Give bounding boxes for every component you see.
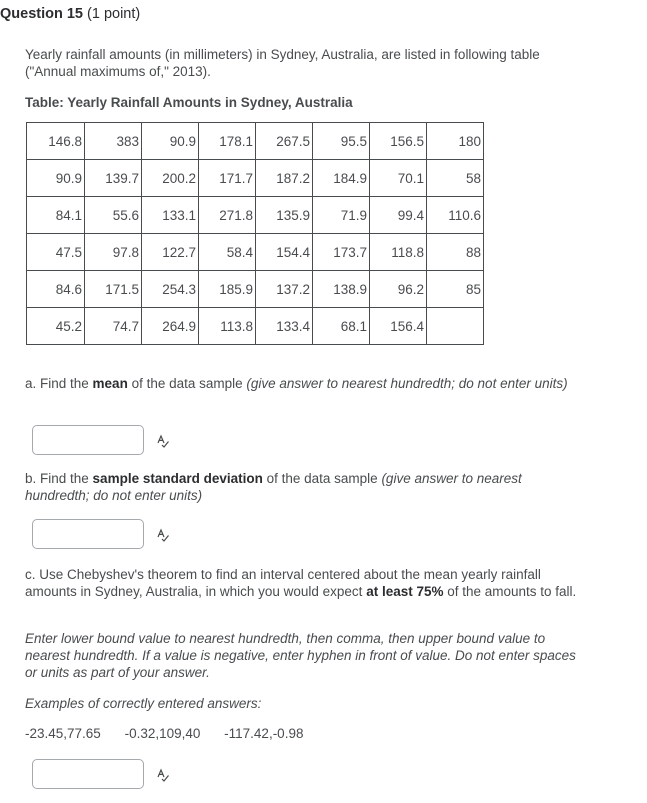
table-cell: 139.7 [85,160,142,197]
table-cell: 113.8 [199,308,256,345]
table-cell: 135.9 [256,197,313,234]
spellcheck-icon[interactable] [156,768,170,782]
table-cell: 156.4 [370,308,427,345]
table-row [27,271,484,308]
table-cell: 97.8 [85,234,142,271]
table-cell: 68.1 [313,308,370,345]
example-answer: -117.42,-0.98 [224,726,304,741]
table-cell: 264.9 [142,308,199,345]
table-cell: 184.9 [313,160,370,197]
table-cell: 88 [427,234,484,271]
examples-list [25,726,323,741]
table-cell: 156.5 [370,123,427,160]
table-cell: 173.7 [313,234,370,271]
table-row [27,197,484,234]
table-cell: 271.8 [199,197,256,234]
table-cell [427,308,484,345]
table-cell: 383 [85,123,142,160]
part-a-answer-input[interactable] [32,425,144,455]
table-cell: 122.7 [142,234,199,271]
table-cell: 133.1 [142,197,199,234]
question-intro: Yearly rainfall amounts (in millimeters) in Sydney, Australia, are listed in following table ("Annual maximums of," 2013). [25,47,540,79]
table-row [27,308,484,345]
part-a-prompt: a. Find the mean of the data sample (give answer to nearest hundredth; do not enter units) [25,376,568,391]
table-cell: 138.9 [313,271,370,308]
table-row [27,123,484,160]
table-cell: 84.1 [27,197,85,234]
table-cell: 45.2 [27,308,85,345]
table-cell: 84.6 [27,271,85,308]
table-cell: 71.9 [313,197,370,234]
table-cell: 187.2 [256,160,313,197]
examples-label: Examples of correctly entered answers: [25,696,262,711]
table-cell: 110.6 [427,197,484,234]
table-cell: 146.8 [27,123,85,160]
table-cell: 254.3 [142,271,199,308]
table-cell: 55.6 [85,197,142,234]
table-cell: 180 [427,123,484,160]
part-c-answer-input[interactable] [32,759,144,789]
table-cell: 171.5 [85,271,142,308]
spellcheck-icon[interactable] [156,434,170,448]
table-cell: 137.2 [256,271,313,308]
table-cell: 58 [427,160,484,197]
table-cell: 70.1 [370,160,427,197]
example-answer: -23.45,77.65 [25,726,101,741]
example-answer: -0.32,109,40 [124,726,201,741]
table-row [27,160,484,197]
table-cell: 154.4 [256,234,313,271]
question-title: Question 15 [0,6,83,22]
table-cell: 178.1 [199,123,256,160]
table-row [27,234,484,271]
table-cell: 118.8 [370,234,427,271]
question-points: (1 point) [87,6,141,22]
spellcheck-icon[interactable] [156,528,170,542]
part-b-answer-input[interactable] [32,519,144,549]
table-cell: 133.4 [256,308,313,345]
table-cell: 90.9 [142,123,199,160]
question-header [0,6,140,22]
table-cell: 200.2 [142,160,199,197]
part-c-prompt: c. Use Chebyshev's theorem to find an interval centered about the mean yearly rainfall amounts in Sydney, Australia, in which you would expect at least 75% of the amounts to fall. [25,567,577,599]
table-cell: 85 [427,271,484,308]
table-caption: Table: Yearly Rainfall Amounts in Sydney, Australia [25,95,353,110]
part-c-instructions: Enter lower bound value to nearest hundredth, then comma, then upper bound value to nearest hundredth. If a value is negative, enter hyphen in front of value. Do not enter spaces or units as part of your answer. [25,631,576,680]
table-cell: 47.5 [27,234,85,271]
table-cell: 96.2 [370,271,427,308]
table-cell: 90.9 [27,160,85,197]
table-cell: 99.4 [370,197,427,234]
table-cell: 171.7 [199,160,256,197]
rainfall-table [26,122,484,345]
table-cell: 185.9 [199,271,256,308]
table-cell: 95.5 [313,123,370,160]
table-cell: 58.4 [199,234,256,271]
table-cell: 267.5 [256,123,313,160]
part-b-prompt: b. Find the sample standard deviation of the data sample (give answer to nearest hundredth; do not enter units) [25,471,522,503]
table-cell: 74.7 [85,308,142,345]
